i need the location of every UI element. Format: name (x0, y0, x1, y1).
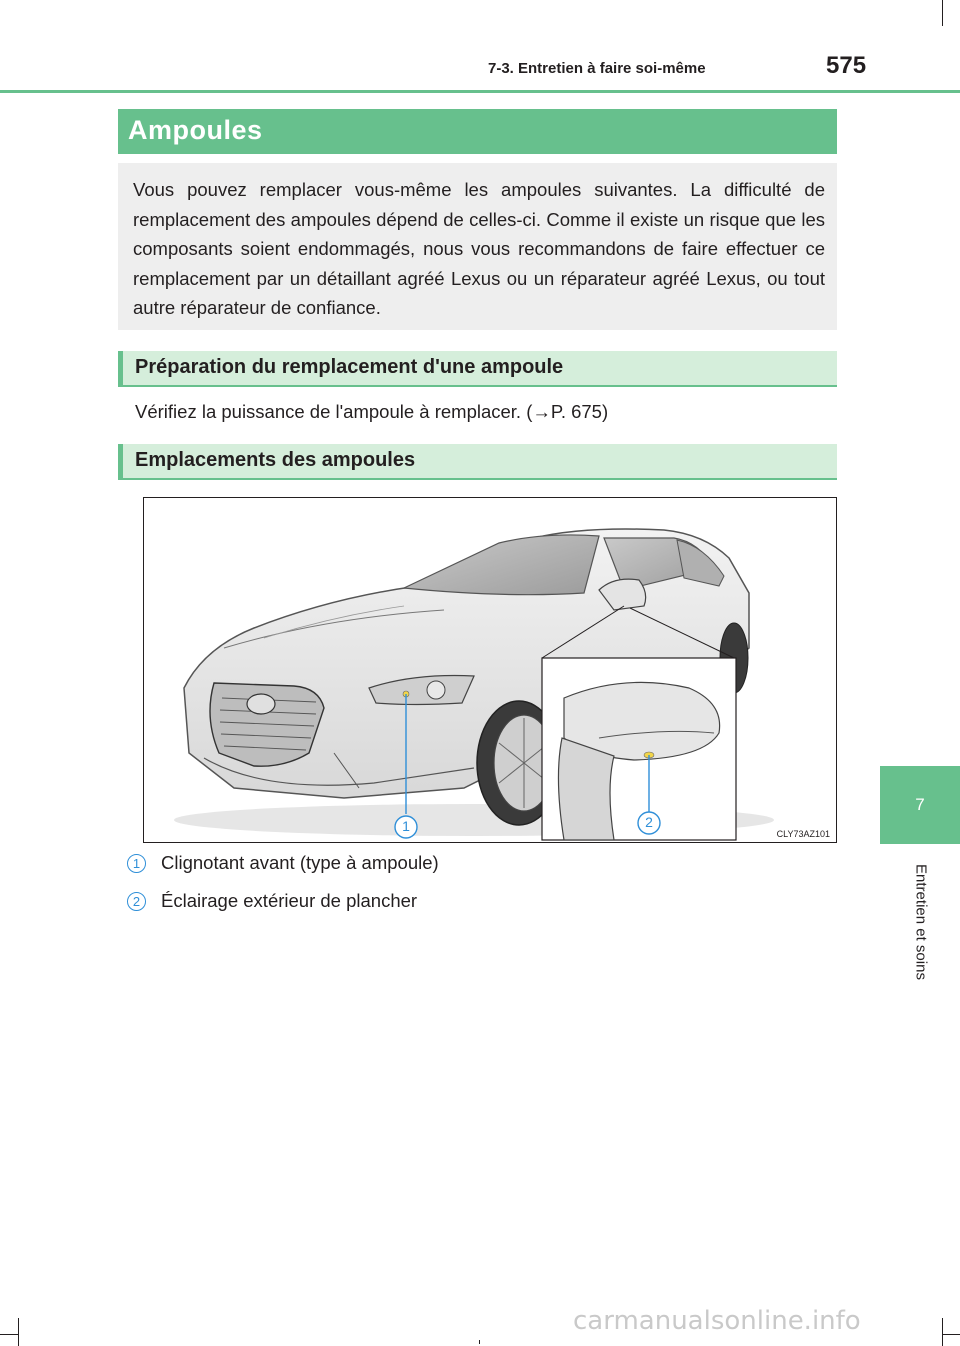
section-heading-preparation (118, 351, 837, 387)
section-heading-locations (118, 444, 837, 480)
section-heading-label: Préparation du remplacement d'une ampoule (135, 356, 564, 378)
section-accent (118, 444, 123, 478)
figure-code: CLY73AZ101 (776, 829, 830, 839)
page-number: 575 (826, 52, 867, 79)
crop-mark-bottom-left-h (0, 1334, 18, 1335)
crop-mark-bottom-right-v (942, 1318, 943, 1346)
watermark: carmanualsonline.info (573, 1306, 861, 1336)
callout-1-label: 1 (402, 818, 410, 834)
bulb-location-figure (143, 497, 837, 843)
preparation-text-before: Vérifiez la puissance de l'ampoule à remplacer. ( (135, 401, 533, 422)
section-accent (118, 351, 123, 385)
chapter-label-container (913, 856, 929, 988)
crop-mark-bottom-right-h (942, 1334, 960, 1335)
arrow-icon: → (532, 401, 551, 422)
legend-label: Clignotant avant (type à ampoule) (161, 852, 439, 873)
running-header-section: 7-3. Entretien à faire soi-même (488, 60, 706, 77)
chapter-label: Entretien et soins (912, 864, 930, 980)
page-reference-link[interactable]: P. 675) (550, 401, 609, 422)
legend-label: Éclairage extérieur de plancher (161, 890, 418, 911)
crop-mark-bottom-left-v (18, 1318, 19, 1346)
crop-mark-top-right (942, 0, 943, 26)
chapter-number: 7 (915, 795, 925, 814)
page-title: Ampoules (128, 115, 263, 145)
intro-paragraph: Vous pouvez remplacer vous-même les ampoules suivantes. La difficulté de remplacement des ampoules dépend de celles-ci. Comme il existe un risque que les composants soient endommagés, nous vous recommandons de faire effectuer ce remplacement par un détaillant agréé Lexus ou un réparateur agréé Lexus, ou tout autre réparateur de confiance. (133, 179, 825, 318)
preparation-text (135, 401, 608, 423)
callout-2-label: 2 (645, 814, 653, 830)
header-rule (0, 90, 960, 93)
legend-number-badge: 2 (127, 892, 146, 911)
crop-mark-bottom-center (479, 1340, 480, 1344)
legend-number-badge: 1 (127, 854, 146, 873)
car-illustration (144, 498, 836, 842)
section-heading-label: Emplacements des ampoules (135, 449, 416, 471)
